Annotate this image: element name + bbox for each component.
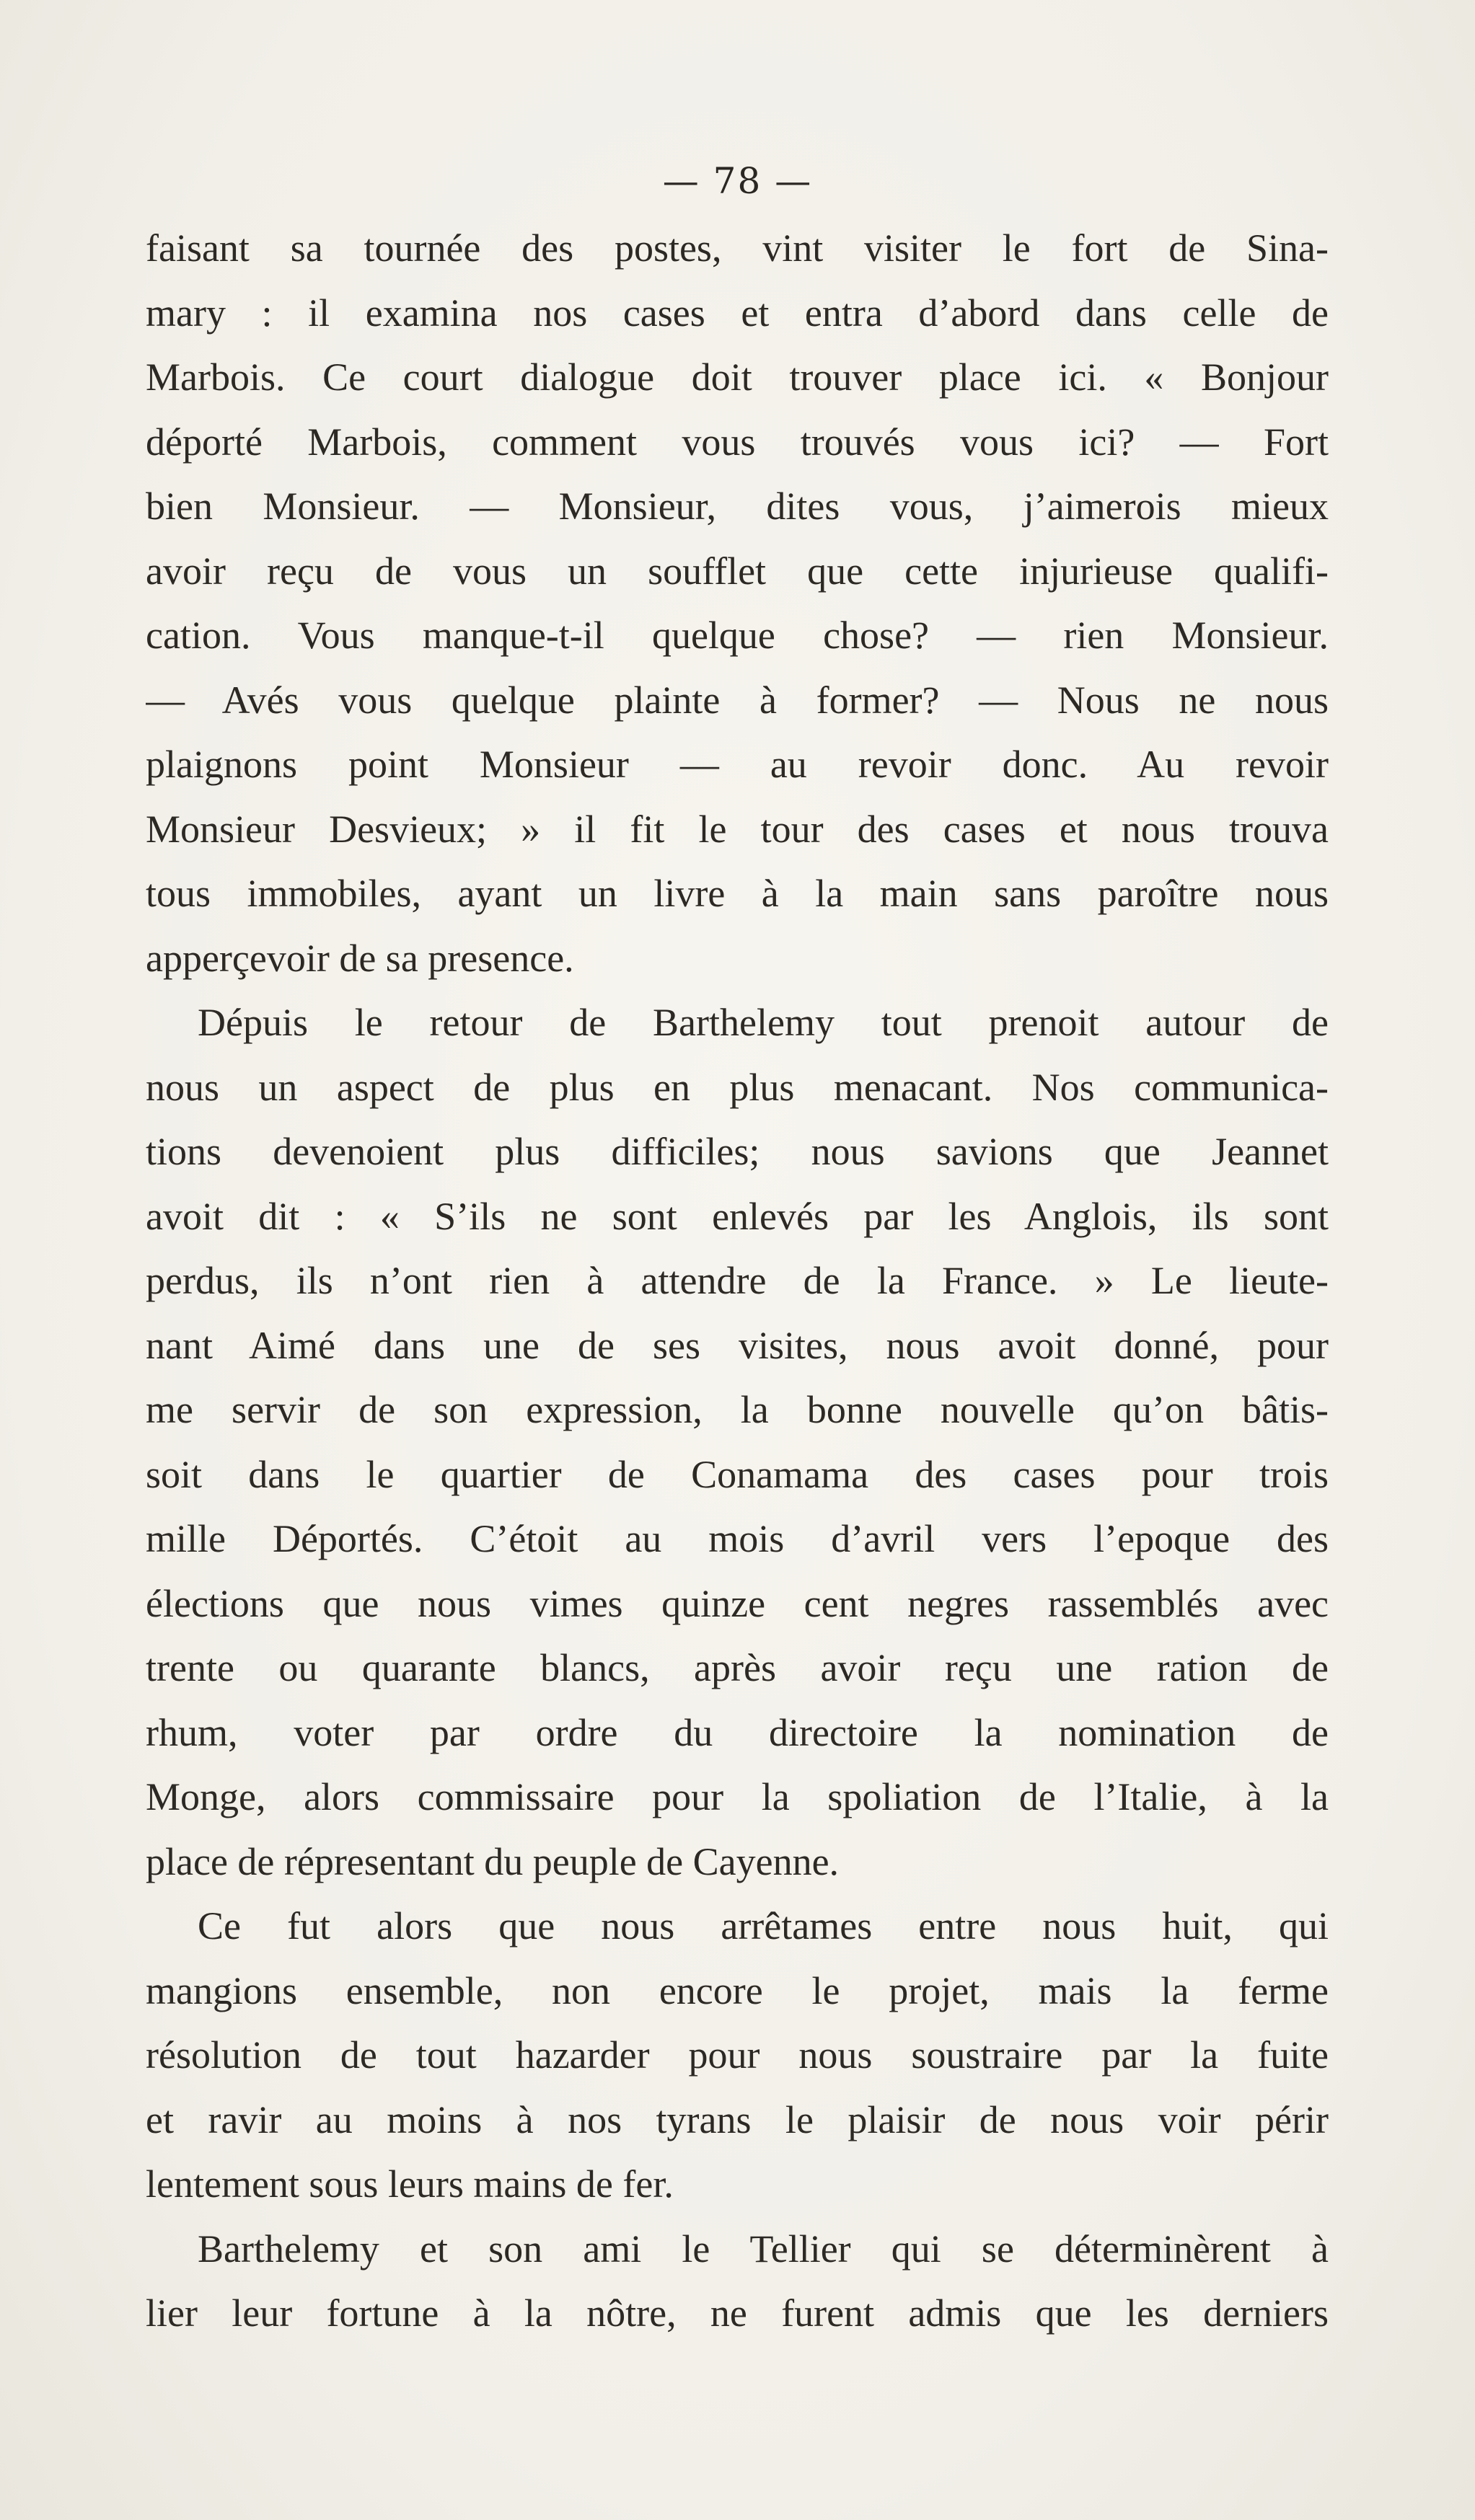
text-line: soit dans le quartier de Conamama des cases pour trois [146,1452,1329,1496]
text-line: — Avés vous quelque plainte à former? — Nous ne nous [146,678,1329,722]
text-line: faisant sa tournée des postes, vint visiter le fort de Sina- [146,226,1329,270]
text-line: lier leur fortune à la nôtre, ne furent admis que les derniers [146,2291,1329,2335]
text-line: perdus, ils n’ont rien à attendre de la France. » Le lieute- [146,1259,1329,1302]
text-line: me servir de son expression, la bonne nouvelle qu’on bâtis- [146,1388,1329,1431]
text-line: et ravir au moins à nos tyrans le plaisir de nous voir périr [146,2097,1329,2141]
text-line: apperçevoir de sa presence. [146,936,574,980]
body-text [146,216,1329,2346]
text-line: mangions ensemble, non encore le projet, mais la ferme [146,1968,1329,2012]
text-line: avoit dit : « S’ils ne sont enlevés par les Anglois, ils sont [146,1194,1329,1238]
text-line: tions devenoient plus difficiles; nous savions que Jeannet [146,1130,1329,1173]
text-line: rhum, voter par ordre du directoire la nomination de [146,1710,1329,1754]
text-line: Marbois. Ce court dialogue doit trouver place ici. « Bonjour [146,355,1329,399]
text-line: plaignons point Monsieur — au revoir donc. Au revoir [146,743,1329,786]
text-line: nant Aimé dans une de ses visites, nous avoit donné, pour [146,1323,1329,1367]
text-line: avoir reçu de vous un soufflet que cette injurieuse qualifi- [146,549,1329,593]
text-line: place de répresentant du peuple de Cayenne. [146,1839,840,1883]
text-line: cation. Vous manque-t-il quelque chose? — rien Monsieur. [146,614,1329,657]
text-line: bien Monsieur. — Monsieur, dites vous, j’aimerois mieux [146,485,1329,528]
text-line: trente ou quarante blancs, après avoir reçu une ration de [146,1646,1329,1689]
paragraph-start-line: Ce fut alors que nous arrêtames entre nous huit, qui [198,1904,1329,1948]
text-line: Monge, alors commissaire pour la spoliation de l’Italie, à la [146,1775,1329,1818]
text-line: mary : il examina nos cases et entra d’abord dans celle de [146,291,1329,335]
text-line: lentement sous leurs mains de fer. [146,2162,674,2206]
text-line: tous immobiles, ayant un livre à la main sans paroître nous [146,872,1329,915]
text-line: mille Déportés. C’étoit au mois d’avril vers l’epoque des [146,1517,1329,1560]
paragraph-start-line: Barthelemy et son ami le Tellier qui se déterminèrent à [198,2227,1329,2271]
paragraph-start-line: Dépuis le retour de Barthelemy tout prenoit autour de [198,1001,1329,1044]
text-line: Monsieur Desvieux; » il fit le tour des cases et nous trouva [146,807,1329,851]
page-number: — 78 — [662,160,813,202]
text-line: élections que nous vimes quinze cent negres rassemblés avec [146,1581,1329,1625]
text-line: résolution de tout hazarder pour nous soustraire par la fuite [146,2033,1329,2077]
text-line: nous un aspect de plus en plus menacant. Nos communica- [146,1065,1329,1109]
text-line: déporté Marbois, comment vous trouvés vous ici? — Fort [146,420,1329,464]
